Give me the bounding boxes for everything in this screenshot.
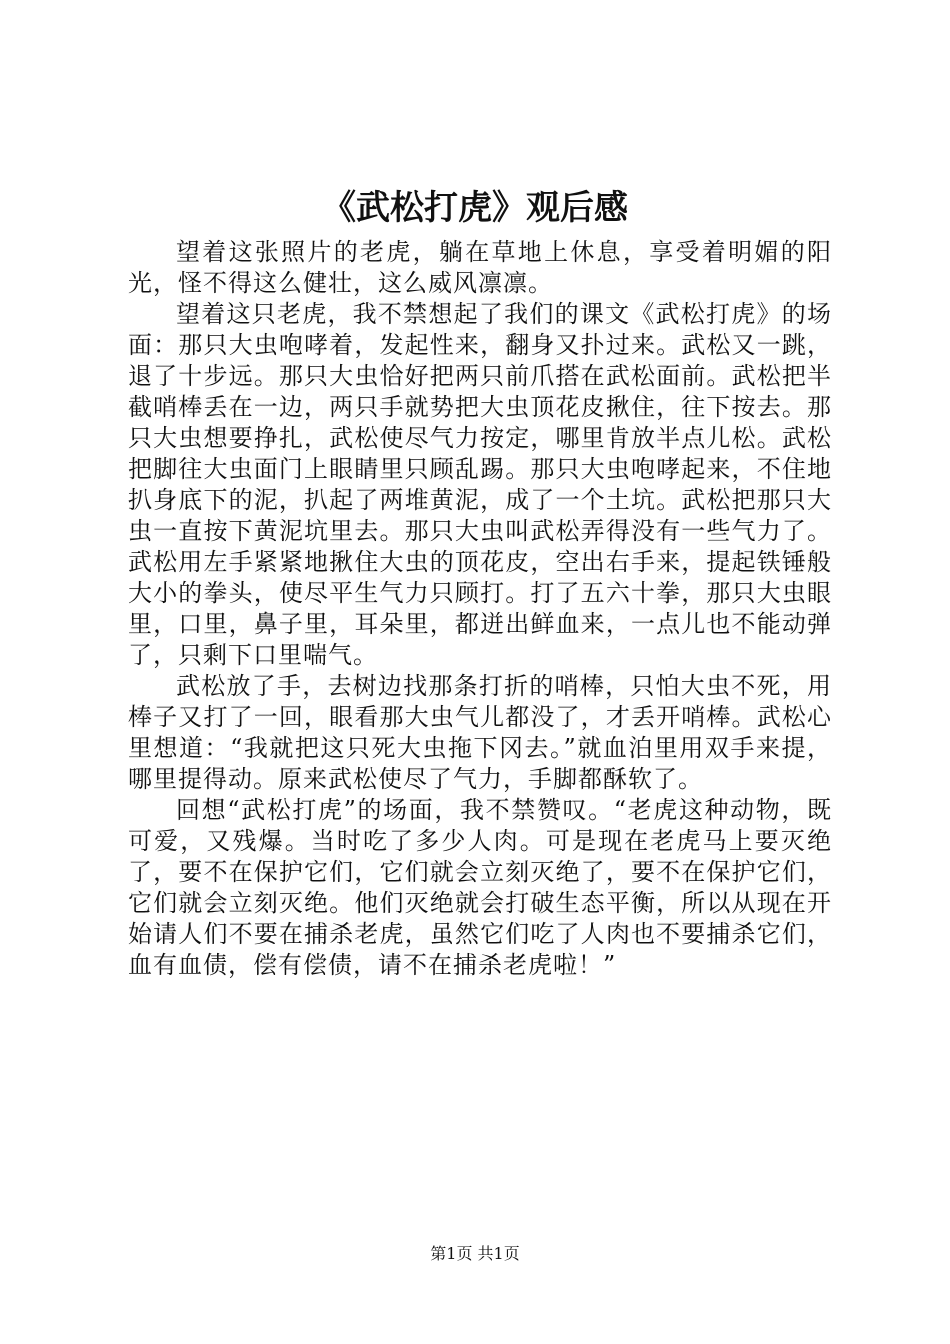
document-body — [128, 237, 832, 981]
paragraph-4: 回想“武松打虎”的场面，我不禁赞叹。“老虎这种动物，既可爱，又残爆。当时吃了多少人肉。可是现在老虎马上要灭绝了，要不在保护它们，它们就会立刻灭绝了，要不在保护它们，它们就会立刻灭绝。他们灭绝就会打破生态平衡，所以从现在开始请人们不要在捕杀老虎，虽然它们吃了人肉也不要捕杀它们，血有血债，偿有偿债，请不在捕杀老虎啦！” — [128, 796, 832, 979]
paragraph-2: 望着这只老虎，我不禁想起了我们的课文《武松打虎》的场面：那只大虫咆哮着，发起性来，翻身又扑过来。武松又一跳，退了十步远。那只大虫恰好把两只前爪搭在武松面前。武松把半截哨棒丢在一边，两只手就势把大虫顶花皮揪住，往下按去。那只大虫想要挣扎，武松使尽气力按定，哪里肯放半点儿松。武松把脚往大虫面门上眼睛里只顾乱踢。那只大虫咆哮起来，不住地扒身底下的泥，扒起了两堆黄泥，成了一个土坑。武松把那只大虫一直按下黄泥坑里去。那只大虫叫武松弄得没有一些气力了。武松用左手紧紧地揪住大虫的顶花皮，空出右手来，提起铁锤般大小的拳头，使尽平生气力只顾打。打了五六十拳，那只大虫眼里，口里，鼻子里，耳朵里，都迸出鲜血来，一点儿也不能动弹了，只剩下口里喘气。 — [128, 300, 832, 669]
page-footer: 第1页 共1页 — [430, 1244, 520, 1263]
paragraph-3: 武松放了手，去树边找那条打折的哨棒，只怕大虫不死，用棒子又打了一回，眼看那大虫气儿都没了，才丢开哨棒。武松心里想道：“我就把这只死大虫拖下冈去。”就血泊里用双手来提，哪里提得动。原来武松使尽了气力，手脚都酥软了。 — [128, 672, 832, 793]
paragraph-1: 望着这张照片的老虎，躺在草地上休息，享受着明媚的阳光，怪不得这么健壮，这么威风凛凛。 — [128, 238, 832, 297]
page-title: 《武松打虎》观后感 — [322, 188, 628, 228]
